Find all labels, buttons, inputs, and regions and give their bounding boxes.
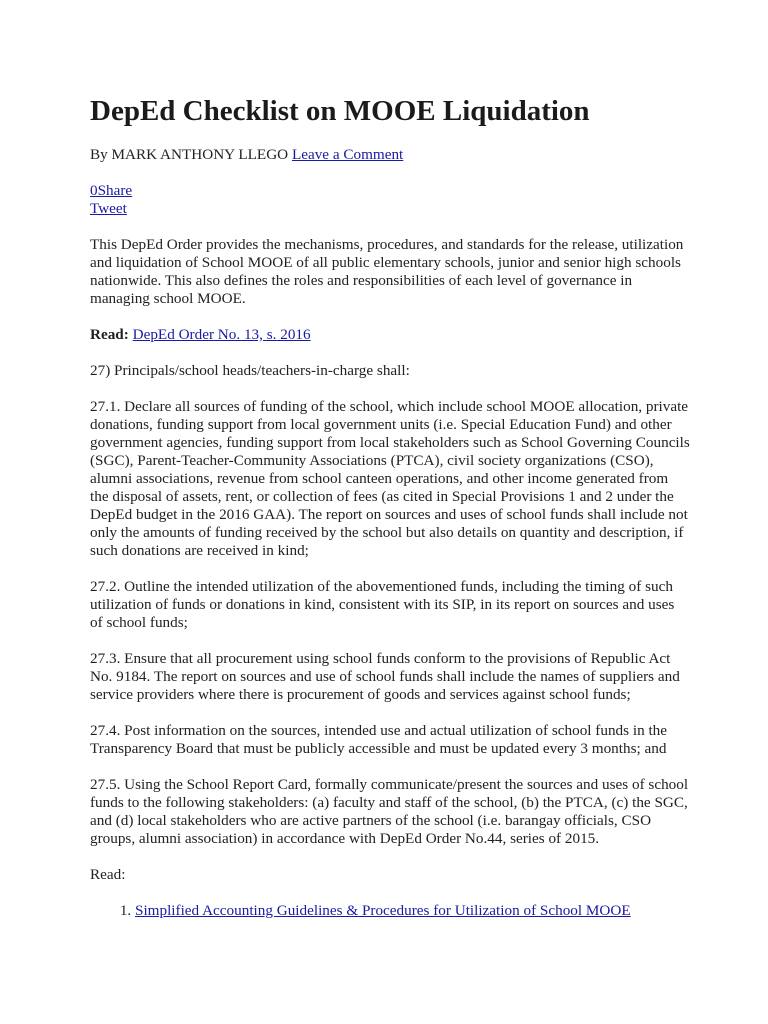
share-link[interactable]: 0Share (90, 182, 133, 199)
read-line (90, 326, 690, 344)
item-27-3: 27.3. Ensure that all procurement using school funds conform to the provisions of Republic Act No. 9184. The report on sources and use of school funds shall include the names of suppliers and service providers where there is procurement of goods and services against school funds; (90, 650, 680, 703)
item-27-4: 27.4. Post information on the sources, intended use and actual utilization of school funds in the Transparency Board that must be publicly accessible and must be updated every 3 months; and (90, 722, 668, 757)
related-links-list (90, 902, 690, 920)
read-label-2: Read: (90, 866, 126, 883)
item-27-1: 27.1. Declare all sources of funding of the school, which include school MOOE allocation, private donations, funding support from local government units (i.e. Special Education Fund) and other government agencies, funding support from local stakeholders such as School Governing Councils (SGC), Parent-Teacher-Community Associations (PTCA), civil society organizations (CSO), alumni associations, revenue from school canteen operations, and other income generated from the disposal of assets, rent, or collection of fees (as cited in Special Provisions 1 and 2 under the DepEd budget in the 2016 GAA). The report on sources and uses of school funds shall include not only the amounts of funding received by the school but also details on quantity and description, if such donations are received in kind; (90, 398, 690, 559)
read-label: Read: (90, 326, 129, 343)
intro-paragraph: This DepEd Order provides the mechanisms, procedures, and standards for the release, utilization and liquidation of School MOOE of all public elementary schools, junior and senior high schools nationwide. This also defines the roles and responsibilities of each level of governance in managing school MOOE. (90, 236, 684, 307)
item-27-2: 27.2. Outline the intended utilization of the abovementioned funds, including the timing of such utilization of funds or donations in kind, consistent with its SIP, in its report on sources and uses of school funds; (90, 578, 675, 631)
leave-comment-link[interactable]: Leave a Comment (291, 146, 404, 163)
deped-order-link[interactable]: DepEd Order No. 13, s. 2016 (132, 326, 311, 343)
byline (90, 146, 690, 164)
tweet-link[interactable]: Tweet (90, 200, 127, 217)
article-title: DepEd Checklist on MOOE Liquidation (90, 95, 590, 127)
article-body (90, 146, 690, 920)
section-heading: 27) Principals/school heads/teachers-in-charge shall: (90, 362, 410, 379)
list-item (135, 902, 690, 920)
related-link-accounting-guidelines[interactable]: Simplified Accounting Guidelines & Procedures for Utilization of School MOOE (135, 902, 631, 919)
item-27-5: 27.5. Using the School Report Card, formally communicate/present the sources and uses of school funds to the following stakeholders: (a) faculty and staff of the school, (b) the PTCA, (c) the SGC, and (d) local stakeholders who are active partners of the school (i.e. barangay officials, CSO groups, alumni association) in accordance with DepEd Order No.44, series of 2015. (90, 776, 689, 847)
share-links (90, 182, 690, 218)
byline-author: By MARK ANTHONY LLEGO (90, 146, 289, 163)
